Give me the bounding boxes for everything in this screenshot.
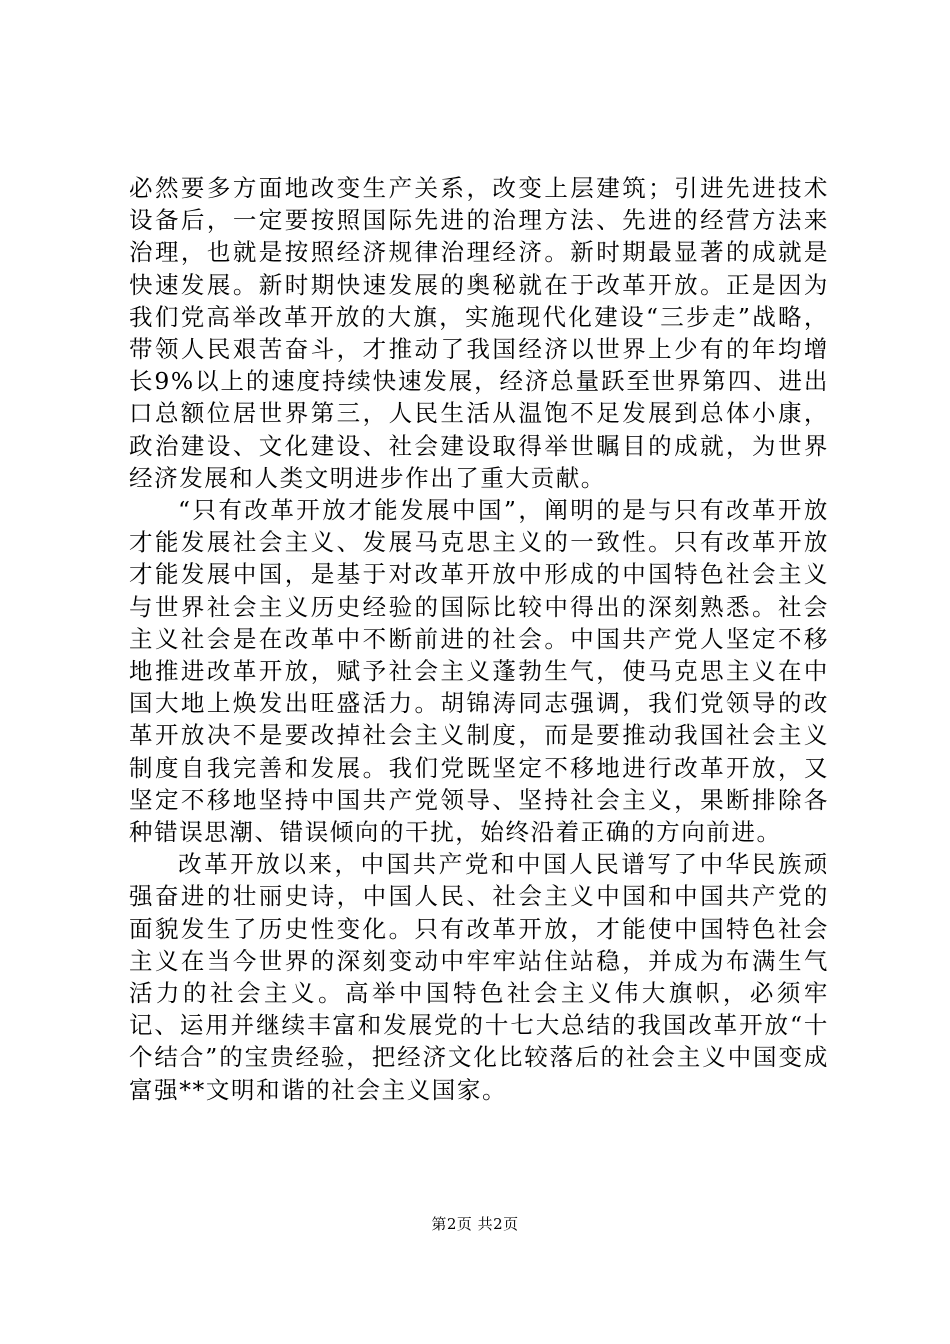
document-body <box>129 172 829 1106</box>
page-number-footer: 第2页 共2页 <box>431 1215 519 1233</box>
paragraph-3: 改革开放以来，中国共产党和中国人民谱写了中华民族顽强奋进的壮丽史诗，中国人民、社会主义中国和中国共产党的面貌发生了历史性变化。只有改革开放，才能使中国特色社会主义在当今世界的深刻变动中牢牢站住站稳，并成为布满生气活力的社会主义。高举中国特色社会主义伟大旗帜，必须牢记、运用并继续丰富和发展党的十七大总结的我国改革开放“十个结合”的宝贵经验，把经济文化比较落后的社会主义中国变成富强**文明和谐的社会主义国家。 <box>129 850 829 1104</box>
paragraph-1: 必然要多方面地改变生产关系，改变上层建筑；引进先进技术设备后，一定要按照国际先进的治理方法、先进的经营方法来治理，也就是按照经济规律治理经济。新时期最显著的成就是快速发展。新时期快速发展的奥秘就在于改革开放。正是因为我们党高举改革开放的大旗，实施现代化建设“三步走”战略，带领人民艰苦奋斗，才推动了我国经济以世界上少有的年均增长9%以上的速度持续快速发展，经济总量跃至世界第四、进出口总额位居世界第三，人民生活从温饱不足发展到总体小康，政治建设、文化建设、社会建设取得举世瞩目的成就，为世界经济发展和人类文明进步作出了重大贡献。 <box>129 174 829 492</box>
paragraph-2: “只有改革开放才能发展中国”，阐明的是与只有改革开放才能发展社会主义、发展马克思主义的一致性。只有改革开放才能发展中国，是基于对改革开放中形成的中国特色社会主义与世界社会主义历史经验的国际比较中得出的深刻熟悉。社会主义社会是在改革中不断前进的社会。中国共产党人坚定不移地推进改革开放，赋予社会主义蓬勃生气，使马克思主义在中国大地上焕发出旺盛活力。胡锦涛同志强调，我们党领导的改革开放决不是要改掉社会主义制度，而是要推动我国社会主义制度自我完善和发展。我们党既坚定不移地进行改革开放，又坚定不移地坚持中国共产党领导、坚持社会主义，果断排除各种错误思潮、错误倾向的干扰，始终沿着正确的方向前进。 <box>129 496 829 847</box>
